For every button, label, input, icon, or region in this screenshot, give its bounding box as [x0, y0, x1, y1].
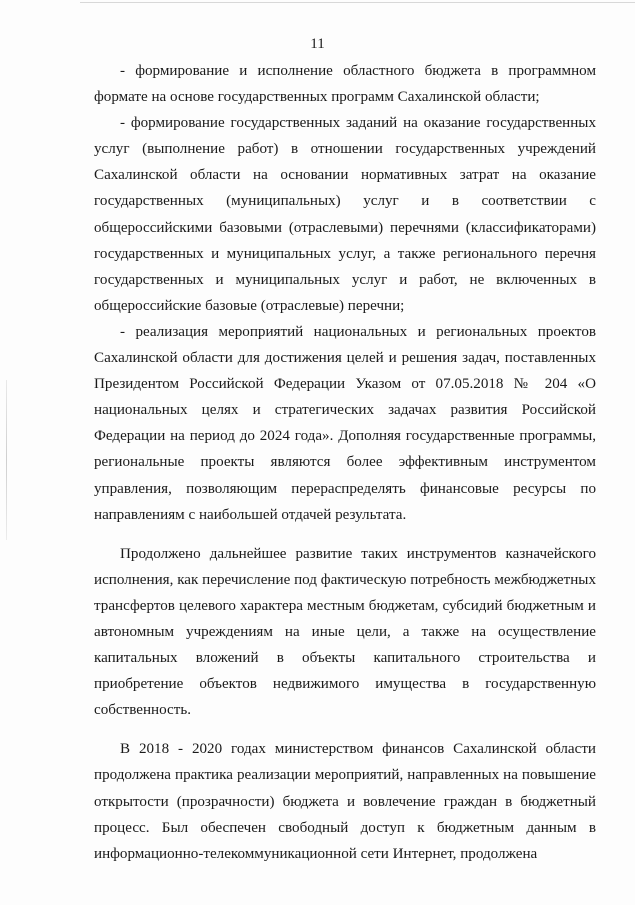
list-item-state-assignments: - формирование государственных заданий на оказание государственных услуг (выполнение работ) в отношении государственных учреждений Сахалинской области на основании нормативных затрат на оказание государственных (муниципальных) услуг и в соответствии с общероссийскими базовыми (отраслевыми) перечнями (классификаторами) государственных и муниципальных услуг, а также регионального перечня государственных и муниципальных услуг и работ, не включенных в общероссийские базовые (отраслевые) перечни;	[94, 115, 596, 314]
scan-left-edge	[6, 380, 7, 540]
paragraph-budget-transparency: В 2018 - 2020 годах министерством финансов Сахалинской области продолжена практика реализации мероприятий, направленных на повышение открытости (прозрачности) бюджета и вовлечение граждан в бюджетный процесс. Был обеспечен свободный доступ к бюджетным данным в информационно-телекоммуникационной сети Интернет, продолжена	[94, 741, 596, 862]
scan-top-edge	[80, 2, 635, 3]
document-body	[94, 58, 596, 867]
list-item-national-projects: - реализация мероприятий национальных и региональных проектов Сахалинской области для достижения целей и решения задач, поставленных Президентом Российской Федерации Указом от 07.05.2018 № 204 «О национальных целях и стратегических задачах развития Российской Федерации на период до 2024 года». Дополняя государственные программы, региональные проекты являются более эффективным инструментом управления, позволяющим перераспределять финансовые ресурсы по направлениям с наибольшей отдачей результата.	[94, 323, 596, 523]
page-number: 11	[310, 36, 325, 52]
paragraph-treasury-execution: Продолжено дальнейшее развитие таких инструментов казначейского исполнения, как перечисление под фактическую потребность межбюджетных трансфертов целевого характера местным бюджетам, субсидий бюджетным и автономным учреждениям на иные цели, а также на осуществление капитальных вложений в объекты капитального строительства и приобретение объектов недвижимого имущества в государственную собственность.	[94, 545, 596, 719]
list-item-budget-formation: - формирование и исполнение областного бюджета в программном формате на основе государственных программ Сахалинской области;	[94, 63, 596, 106]
